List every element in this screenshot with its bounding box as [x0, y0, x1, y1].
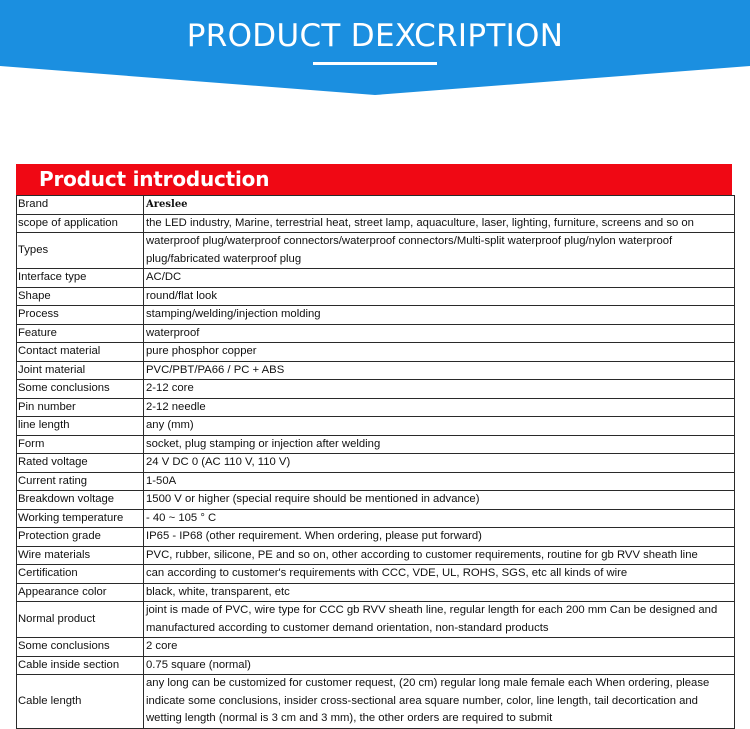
- row-key: Pin number: [17, 398, 144, 417]
- table-row: [17, 656, 735, 675]
- row-value: 1-50A: [144, 472, 735, 491]
- table-row: [17, 269, 735, 288]
- row-key: Appearance color: [17, 583, 144, 602]
- row-value: 2-12 needle: [144, 398, 735, 417]
- row-key: Brand: [17, 196, 144, 215]
- row-key: Working temperature: [17, 509, 144, 528]
- row-key: Wire materials: [17, 546, 144, 565]
- table-row: [17, 491, 735, 510]
- table-row: [17, 638, 735, 657]
- table-row: [17, 675, 735, 729]
- table-row: [17, 417, 735, 436]
- page-title: PRODUCT DEXCRIPTION: [186, 18, 564, 54]
- row-key: scope of application: [17, 214, 144, 233]
- row-key: Rated voltage: [17, 454, 144, 473]
- row-value: waterproof plug/waterproof connectors/waterproof connectors/Multi-split waterproof plug/nylon waterproof plug/fabricated waterproof plug: [144, 233, 735, 269]
- row-value: 1500 V or higher (special require should be mentioned in advance): [144, 491, 735, 510]
- row-key: Some conclusions: [17, 638, 144, 657]
- table-row: [17, 565, 735, 584]
- row-key: Process: [17, 306, 144, 325]
- row-value: any (mm): [144, 417, 735, 436]
- row-key: Cable inside section: [17, 656, 144, 675]
- table-row: [17, 602, 735, 638]
- table-row: [17, 398, 735, 417]
- title-underline: [313, 62, 437, 65]
- header-banner: [0, 0, 750, 96]
- table-row: [17, 287, 735, 306]
- row-value: pure phosphor copper: [144, 343, 735, 362]
- table-row: [17, 583, 735, 602]
- section-header: [16, 164, 732, 195]
- row-value: Areslee: [144, 196, 735, 215]
- row-value: the LED industry, Marine, terrestrial heat, street lamp, aquaculture, laser, lighting, furniture, screens and so on: [144, 214, 735, 233]
- table-row: [17, 454, 735, 473]
- row-key: Interface type: [17, 269, 144, 288]
- row-value: waterproof: [144, 324, 735, 343]
- row-value: 24 V DC 0 (AC 110 V, 110 V): [144, 454, 735, 473]
- row-value: black, white, transparent, etc: [144, 583, 735, 602]
- row-key: Current rating: [17, 472, 144, 491]
- row-key: Joint material: [17, 361, 144, 380]
- table-row: [17, 509, 735, 528]
- row-value: PVC, rubber, silicone, PE and so on, other according to customer requirements, routine for gb RVV sheath line: [144, 546, 735, 565]
- row-value: socket, plug stamping or injection after welding: [144, 435, 735, 454]
- table-row: [17, 233, 735, 269]
- table-row: [17, 196, 735, 215]
- row-key: Certification: [17, 565, 144, 584]
- row-value: - 40 ~ 105 ° C: [144, 509, 735, 528]
- table-row: [17, 546, 735, 565]
- row-key: Contact material: [17, 343, 144, 362]
- row-key: line length: [17, 417, 144, 436]
- row-key: Shape: [17, 287, 144, 306]
- spec-table: [16, 195, 735, 729]
- row-key: Normal product: [17, 602, 144, 638]
- row-key: Types: [17, 233, 144, 269]
- row-value: joint is made of PVC, wire type for CCC gb RVV sheath line, regular length for each 200 mm Can be designed and manufactured according to customer demand orientation, non-standard products: [144, 602, 735, 638]
- row-key: Breakdown voltage: [17, 491, 144, 510]
- table-row: [17, 361, 735, 380]
- row-value: any long can be customized for customer request, (20 cm) regular long male female each When ordering, please indicate some conclusions, insider cross-sectional area square number, color, line length, tail decortication and wetting length (normal is 3 cm and 3 mm), the other orders are required to submit: [144, 675, 735, 729]
- table-row: [17, 306, 735, 325]
- table-row: [17, 343, 735, 362]
- row-key: Form: [17, 435, 144, 454]
- row-value: IP65 - IP68 (other requirement. When ordering, please put forward): [144, 528, 735, 547]
- row-value: AC/DC: [144, 269, 735, 288]
- table-row: [17, 214, 735, 233]
- table-row: [17, 435, 735, 454]
- row-value: can according to customer's requirements with CCC, VDE, UL, ROHS, SGS, etc all kinds of wire: [144, 565, 735, 584]
- table-row: [17, 528, 735, 547]
- row-key: Cable length: [17, 675, 144, 729]
- row-value: stamping/welding/injection molding: [144, 306, 735, 325]
- row-value: PVC/PBT/PA66 / PC + ABS: [144, 361, 735, 380]
- section-title: Product introduction: [39, 167, 270, 191]
- table-row: [17, 324, 735, 343]
- row-key: Some conclusions: [17, 380, 144, 399]
- table-row: [17, 472, 735, 491]
- row-value: 2-12 core: [144, 380, 735, 399]
- table-row: [17, 380, 735, 399]
- row-key: Feature: [17, 324, 144, 343]
- row-value: 2 core: [144, 638, 735, 657]
- row-value: 0.75 square (normal): [144, 656, 735, 675]
- row-key: Protection grade: [17, 528, 144, 547]
- row-value: round/flat look: [144, 287, 735, 306]
